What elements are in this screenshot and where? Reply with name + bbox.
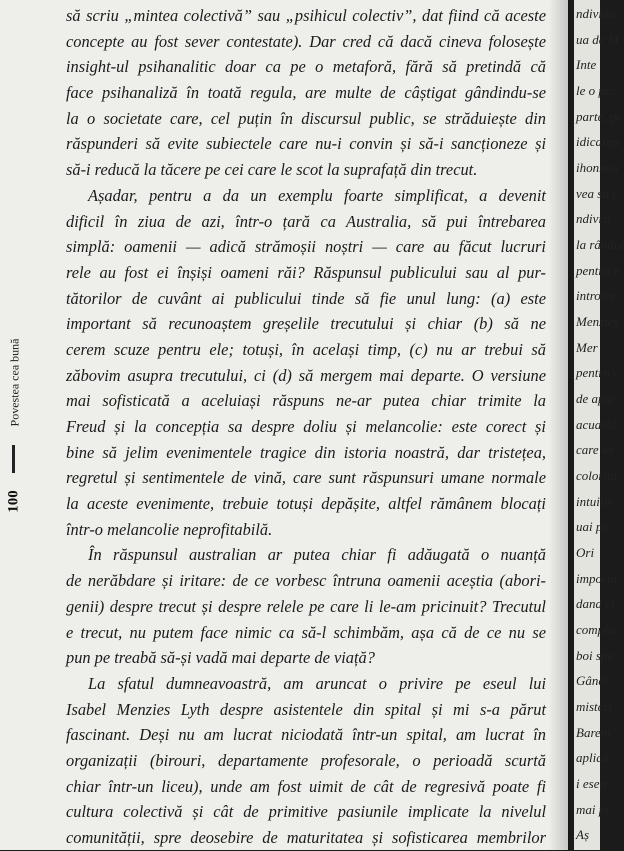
next-page-fragment: parte, pe (576, 109, 623, 124)
next-page-fragment: uai ps (576, 519, 608, 534)
text-line: la o societate care, cel puțin în discursul public, se străduiește din (66, 108, 546, 128)
next-page-fragment: Ori (576, 545, 595, 560)
body-text (66, 3, 546, 851)
next-page-fragment: importa (576, 571, 618, 586)
next-page-fragment: Inte (576, 57, 597, 72)
next-page-fragment: idicarea (576, 134, 619, 149)
next-page-fragment: Barem (576, 725, 611, 740)
next-page-fragment: aplică (576, 750, 609, 765)
next-page-fragment: mai pr (576, 802, 611, 817)
next-page-fragment: care să (576, 442, 614, 457)
margin-rule (12, 445, 15, 473)
next-page-fragment: pentru c (576, 365, 619, 380)
text-line: insight-ul psihanalitic doar ca pe o metaforă, fără să pretindă că (66, 57, 546, 77)
text-line: răspunderi să evite subiectele care nu-i convin și să-i sancționeze și (66, 134, 546, 154)
next-page-fragment: la rândul (576, 237, 624, 252)
text-line: mai sofisticată a aceluiași răspuns ne-ar putea chiar trimite la (66, 391, 546, 411)
text-line: organizații (birouri, departamente profesorale, o perioadă scurtă (66, 750, 546, 770)
next-page-fragment: Menzies (576, 314, 619, 329)
text-line: pun pe treabă să-și vadă mai departe de viață? (66, 648, 375, 668)
text-line: simplă: oamenii — adică strămoșii noștri — care au făcut lucruri (66, 237, 546, 257)
text-line: În răspunsul australian ar putea chiar fi adăugată o nuanță (88, 545, 546, 565)
text-line: să-i reducă la tăcere pe cei care le scot la suprafață din trecut. (66, 160, 478, 180)
next-page-fragment: complic (576, 622, 618, 637)
next-page-fragment: vea să i (576, 186, 616, 201)
next-page-fragment: pentru n (576, 263, 620, 278)
text-line: de nerăbdare și iritare: de ce vorbesc întruna oamenii aceștia (abori- (66, 571, 546, 591)
text-line: genii) despre trecut și despre relele pe care li le-am pricinuit? Trecutul (66, 596, 546, 616)
next-page-fragment: Mer (576, 340, 598, 355)
next-page-fragment: de apăr (576, 391, 617, 406)
next-page-fragment: acuastă (576, 417, 617, 432)
text-line: Freud și la concepția sa despre doliu și melancolie: este corect și (66, 417, 546, 436)
next-page-fragment: intuitiv (576, 494, 613, 509)
page-margin (0, 315, 30, 555)
text-line: regretul și sentimentele de vină, care sunt răspunsuri umane normale (66, 468, 546, 488)
next-page-fragment: ua de M (576, 32, 619, 47)
text-line: Așadar, pentru a da un exemplu foarte simplificat, a devenit (88, 185, 546, 205)
next-page-fragment: dand ci (576, 596, 615, 611)
text-line: fascinant. Deși nu am lucrat niciodată într-un spital, am lucrat în (66, 725, 546, 745)
text-line: cerem scuze pentru ele; totuși, în același timp, (c) nu ar trebui să (66, 339, 546, 359)
text-line: rele au fost ei înșiși oameni răi? Răspunsul publicului sau al pur- (66, 262, 546, 282)
next-page-fragment: colorlal (576, 468, 618, 483)
text-line: să scriu „mintea colectivă” sau „psihicul colectiv”, dat fiind că aceste (66, 6, 546, 25)
next-page-fragment: ndivizi (576, 211, 611, 226)
next-page-fragment: Gândi (576, 673, 609, 688)
next-page-edge (574, 0, 624, 850)
running-head: Povestea cea bună (7, 338, 22, 427)
next-page-fragment: ihonnea (576, 160, 618, 175)
text-line: face psihanaliză în toată regula, are multe de câștigat gândindu-se (66, 83, 546, 103)
text-line: cultura colectivă și cât de primitive pasiunile implicate la nivelul (66, 802, 546, 822)
next-page-fragment: introiec (576, 288, 616, 303)
text-line: La sfatul dumneavoastră, am aruncat o privire pe eseul lui (88, 673, 546, 693)
next-page-fragment: Aș (576, 827, 589, 842)
text-line: la aceste evenimente, trebuie totuși depășite, altfel rămânem blocați (66, 494, 546, 514)
next-page-fragment: boi spu (576, 648, 614, 663)
next-page-fragment: misteri (576, 699, 613, 714)
text-line: bine să jelim evenimentele tragice din istoria noastră, dar tristețea, (66, 442, 546, 462)
text-line: chiar într-un liceu), unde am fost uimit de cât de regresivă poate fi (66, 776, 546, 796)
page-number: 100 (5, 490, 22, 513)
next-page-fragment: le o par (576, 83, 617, 98)
text-line: important să recunoaștem greșelile trecutului și chiar (b) să ne (66, 314, 546, 334)
text-line: comunității, spre deosebire de maturitatea și sofisticarea membrilor (66, 828, 546, 847)
text-line: într-o melancolie neprofitabilă. (66, 519, 273, 539)
text-line: concepte au fost sever contestate). Dar cred că dacă cineva folosește (66, 31, 546, 51)
gutter-shadow (548, 0, 570, 850)
text-line: Isabel Menzies Lyth despre asistentele din spital și mi s-a părut (66, 699, 546, 719)
next-page-fragment: ndividu (576, 6, 615, 21)
next-page-fragment: i esen (576, 776, 606, 791)
text-line: tătorilor de cuvânt ai publicului tinde să fie unul lung: (a) este (66, 288, 546, 308)
text-line: e trecut, nu putem face nimic ca să-l schimbăm, așa că de ce nu se (66, 622, 546, 642)
text-line: zăbovim asupra trecutului, ci (d) să mergem mai departe. O versiune (66, 365, 546, 385)
text-line: dificil în ziua de azi, într-o țară ca Australia, să pui întrebarea (66, 211, 546, 231)
